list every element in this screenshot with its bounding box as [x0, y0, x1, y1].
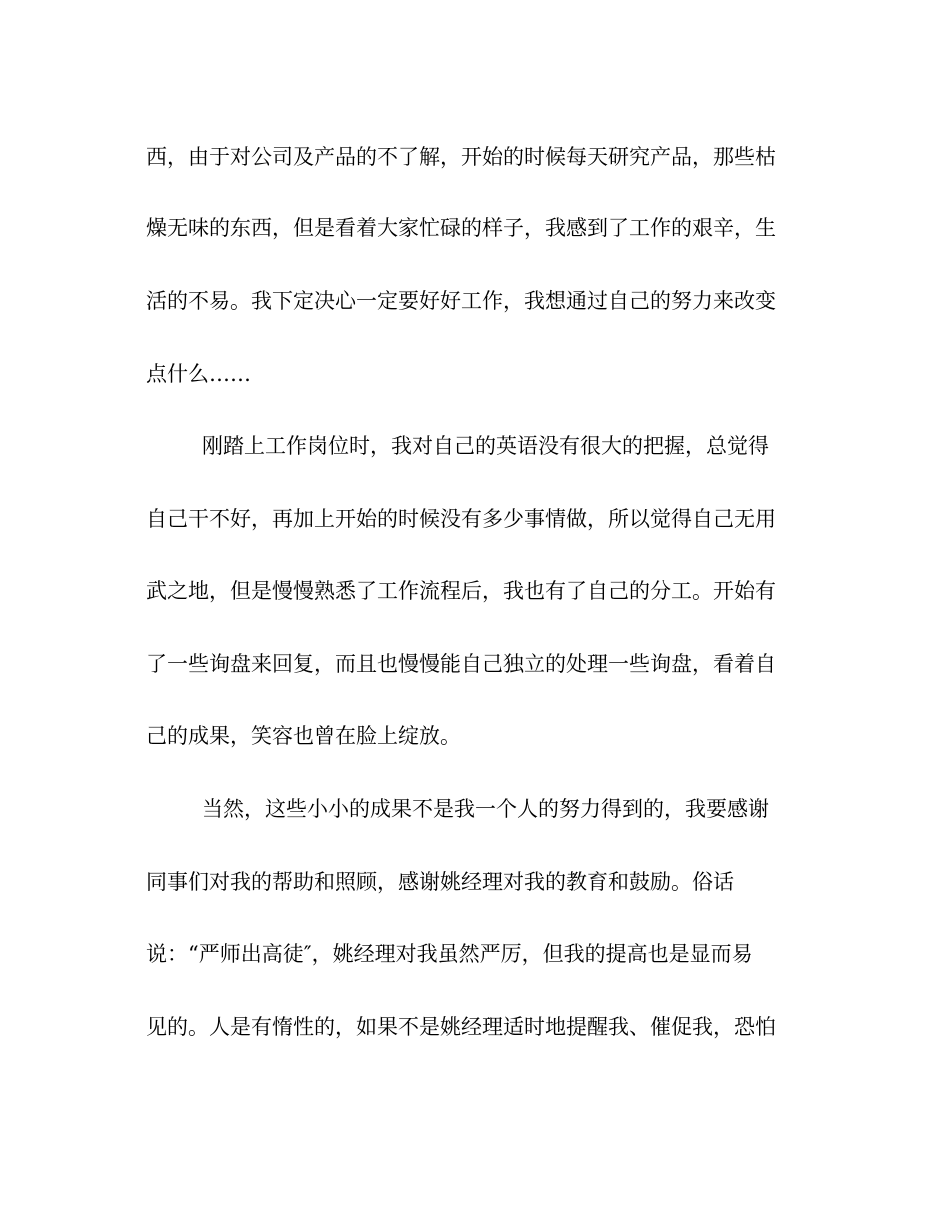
text-line: 同事们对我的帮助和照顾，感谢姚经理对我的教育和鼓励。俗话	[146, 870, 734, 894]
paragraph-first-line: 当然，这些小小的成果不是我一个人的努力得到的，我要感谢	[202, 797, 769, 821]
text-line: 西，由于对公司及产品的不了解，开始的时候每天研究产品，那些枯	[146, 145, 776, 169]
text-line: 武之地，但是慢慢熟悉了工作流程后，我也有了自己的分工。开始有	[146, 579, 776, 603]
text-line: 自己干不好，再加上开始的时候没有多少事情做，所以觉得自己无用	[146, 507, 776, 531]
text-line: 点什么……	[146, 362, 251, 386]
text-line: 了一些询盘来回复，而且也慢慢能自己独立的处理一些询盘，看着自	[146, 652, 776, 676]
text-line: 活的不易。我下定决心一定要好好工作，我想通过自己的努力来改变	[146, 289, 776, 313]
text-line: 己的成果，笑容也曾在脸上绽放。	[146, 724, 461, 748]
text-line: 说：“严师出高徒″，姚经理对我虽然严厉，但我的提高也是显而易	[146, 942, 753, 966]
paragraph-first-line: 刚踏上工作岗位时，我对自己的英语没有很大的把握，总觉得	[202, 434, 769, 458]
text-line: 见的。人是有惰性的，如果不是姚经理适时地提醒我、催促我，恐怕	[146, 1015, 776, 1039]
text-line: 燥无味的东西，但是看着大家忙碌的样子，我感到了工作的艰辛，生	[146, 216, 776, 240]
